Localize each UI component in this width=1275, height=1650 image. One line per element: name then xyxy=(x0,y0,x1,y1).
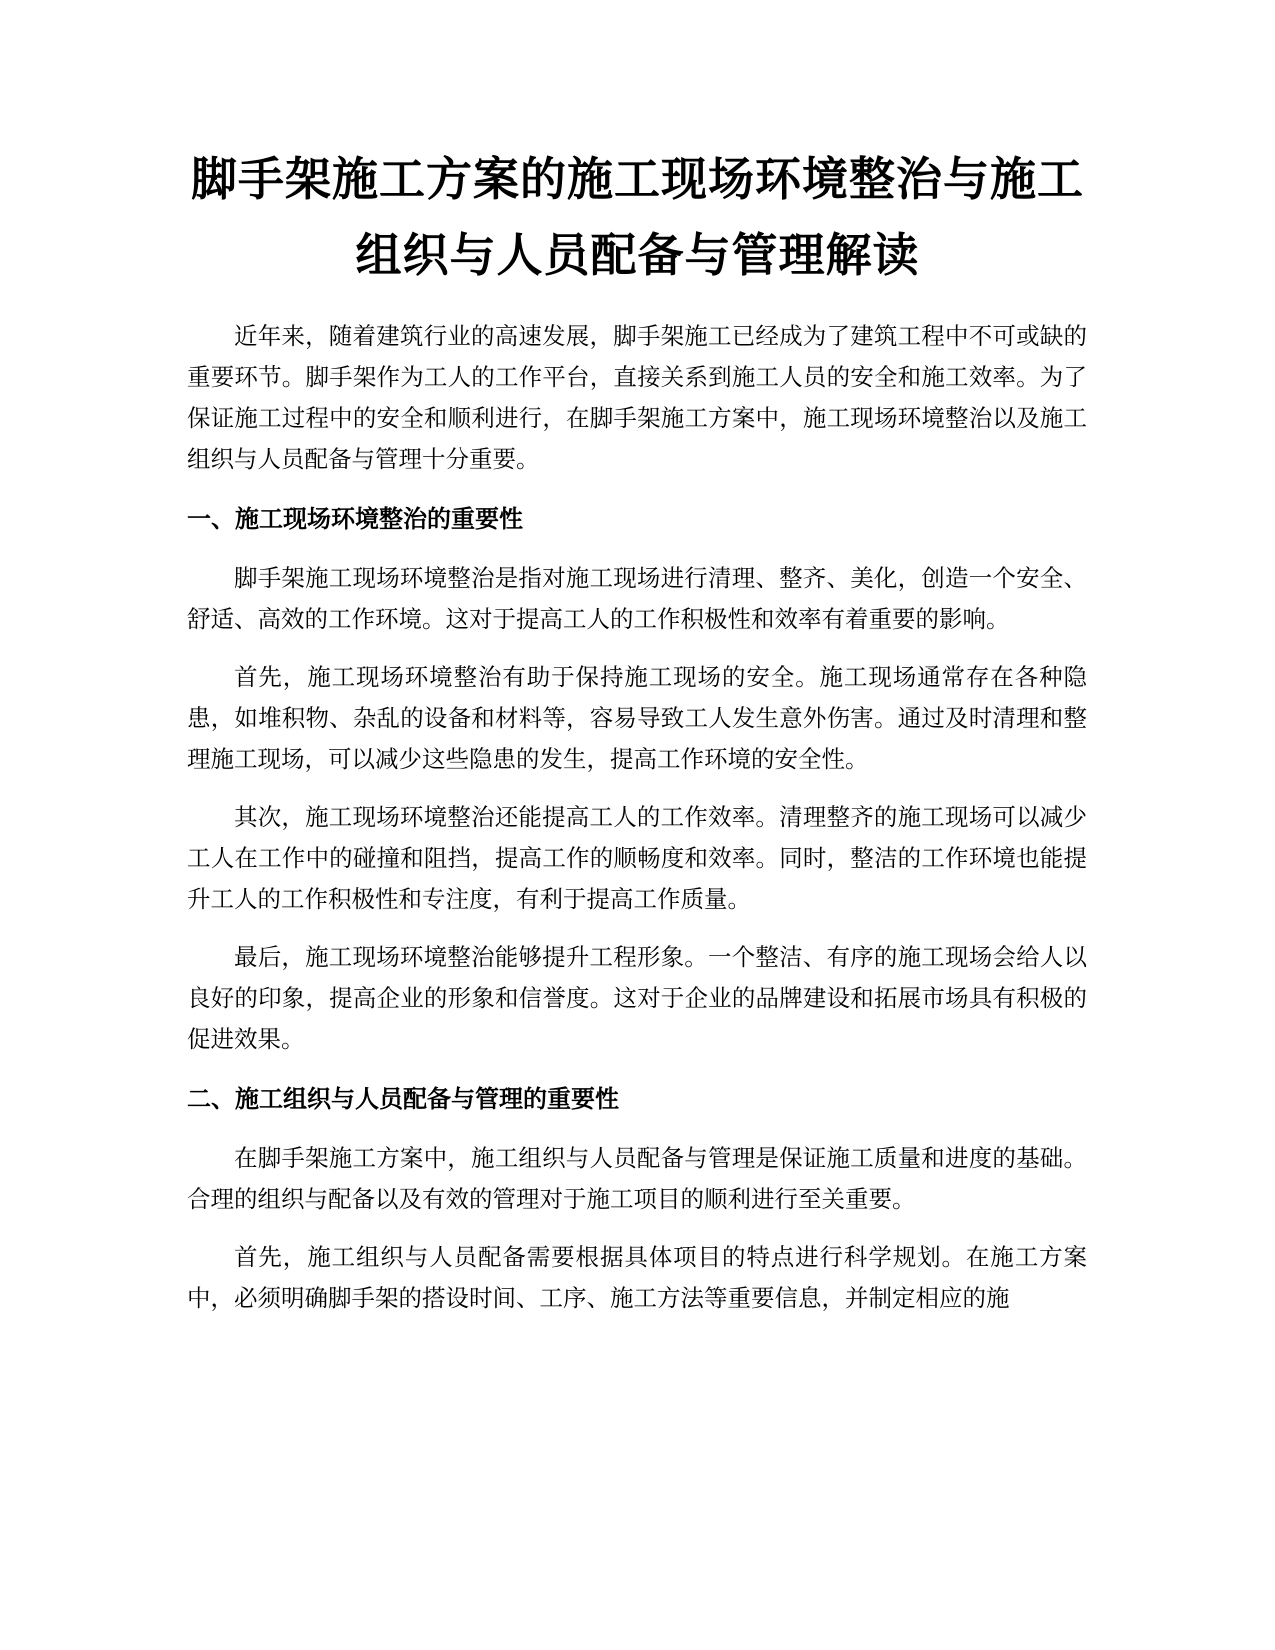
section-2-paragraph-1: 在脚手架施工方案中，施工组织与人员配备与管理是保证施工质量和进度的基础。合理的组织与配备以及有效的管理对于施工项目的顺利进行至关重要。 xyxy=(187,1144,1087,1213)
section-1-paragraph-3: 其次，施工现场环境整治还能提高工人的工作效率。清理整齐的施工现场可以减少工人在工作中的碰撞和阻挡，提高工作的顺畅度和效率。同时，整洁的工作环境也能提升工人的工作积极性和专注度，有利于提高工作质量。 xyxy=(187,803,1087,913)
document-title-line-2: 组织与人员配备与管理解读 xyxy=(355,228,920,282)
section-2-paragraph-2: 首先，施工组织与人员配备需要根据具体项目的特点进行科学规划。在施工方案中，必须明确脚手架的搭设时间、工序、施工方法等重要信息，并制定相应的施 xyxy=(187,1243,1087,1312)
document-body xyxy=(187,316,1087,1336)
document-title-line-1: 脚手架施工方案的施工现场环境整治与施工 xyxy=(191,152,1084,206)
section-1-paragraph-4: 最后，施工现场环境整治能够提升工程形象。一个整洁、有序的施工现场会给人以良好的印象，提高企业的形象和信誉度。这对于企业的品牌建设和拓展市场具有积极的促进效果。 xyxy=(187,943,1087,1053)
section-1-paragraph-2: 首先，施工现场环境整治有助于保持施工现场的安全。施工现场通常存在各种隐患，如堆积物、杂乱的设备和材料等，容易导致工人发生意外伤害。通过及时清理和整理施工现场，可以减少这些隐患的发生，提高工作环境的安全性。 xyxy=(187,663,1087,773)
section-2-heading: 二、施工组织与人员配备与管理的重要性 xyxy=(187,1085,619,1113)
section-1-heading: 一、施工现场环境整治的重要性 xyxy=(187,505,523,533)
section-1-paragraph-1: 脚手架施工现场环境整治是指对施工现场进行清理、整齐、美化，创造一个安全、舒适、高效的工作环境。这对于提高工人的工作积极性和效率有着重要的影响。 xyxy=(187,564,1087,633)
intro-paragraph: 近年来，随着建筑行业的高速发展，脚手架施工已经成为了建筑工程中不可或缺的重要环节。脚手架作为工人的工作平台，直接关系到施工人员的安全和施工效率。为了保证施工过程中的安全和顺利进行，在脚手架施工方案中，施工现场环境整治以及施工组织与人员配备与管理十分重要。 xyxy=(187,322,1087,473)
